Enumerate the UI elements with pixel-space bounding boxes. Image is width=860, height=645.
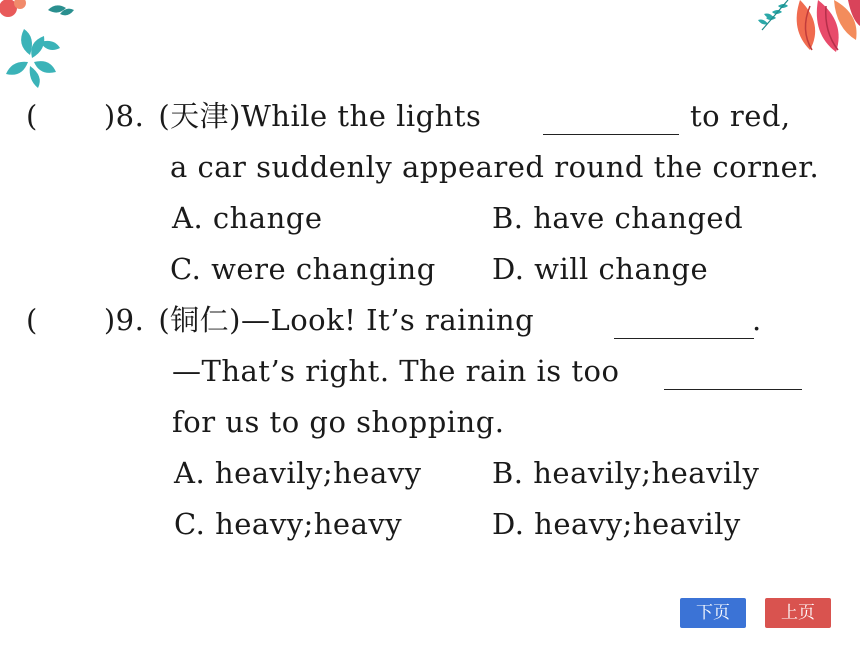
fill-in-blank <box>614 308 754 339</box>
question-stem-part1: —Look! It’s raining <box>240 303 535 337</box>
option-letter: C. <box>170 252 202 286</box>
option-text: were changing <box>211 252 436 286</box>
option-text: heavily;heavy <box>214 456 422 490</box>
next-page-button[interactable]: 下页 <box>680 598 746 628</box>
question-8-stem-line1 <box>26 96 481 136</box>
question-9-stem-line2: —That’s right. The rain is too <box>172 354 620 388</box>
flower-icon <box>0 0 26 17</box>
option-text: have changed <box>533 201 744 235</box>
answer-bracket-open: ( <box>26 303 38 337</box>
question-number: 9. <box>115 303 145 337</box>
option-letter: B. <box>492 456 524 490</box>
option-b[interactable] <box>492 198 743 238</box>
option-d[interactable] <box>492 249 708 289</box>
leaf-icon <box>6 29 60 88</box>
option-a[interactable] <box>172 198 323 238</box>
question-9-stem-line1 <box>26 300 534 340</box>
option-b[interactable] <box>492 453 759 493</box>
option-text: change <box>212 201 323 235</box>
option-d[interactable] <box>492 504 741 544</box>
option-text: will change <box>534 252 709 286</box>
option-letter: D. <box>492 507 525 541</box>
top-right-leaves-decoration <box>730 0 860 70</box>
question-stem-part2: to red, <box>690 99 791 133</box>
answer-bracket-close: ) <box>103 99 116 133</box>
option-letter: A. <box>172 201 204 235</box>
option-c[interactable] <box>170 249 436 289</box>
fern-icon <box>758 0 788 30</box>
leaf-icon <box>797 0 860 52</box>
question-9-stem-line3: for us to go shopping. <box>172 405 505 439</box>
question-stem-part1: While the lights <box>240 99 482 133</box>
option-letter: A. <box>174 456 206 490</box>
option-text: heavy;heavy <box>215 507 403 541</box>
answer-bracket-close: ) <box>103 303 116 337</box>
previous-page-button[interactable]: 上页 <box>765 598 831 628</box>
answer-bracket-open: ( <box>26 99 38 133</box>
question-source: (天津) <box>158 99 241 133</box>
question-8-stem-line2: a car suddenly appeared round the corner. <box>170 150 820 184</box>
question-source: (铜仁) <box>158 303 241 337</box>
option-text: heavy;heavily <box>534 507 741 541</box>
option-letter: B. <box>492 201 524 235</box>
option-letter: C. <box>174 507 206 541</box>
fill-in-blank <box>543 104 679 135</box>
question-number: 8. <box>115 99 145 133</box>
question-stem-part2: . <box>752 303 762 337</box>
option-c[interactable] <box>174 504 402 544</box>
option-text: heavily;heavily <box>533 456 760 490</box>
fill-in-blank <box>664 359 802 390</box>
top-left-leaves-decoration <box>0 0 90 95</box>
option-a[interactable] <box>174 453 422 493</box>
option-letter: D. <box>492 252 525 286</box>
